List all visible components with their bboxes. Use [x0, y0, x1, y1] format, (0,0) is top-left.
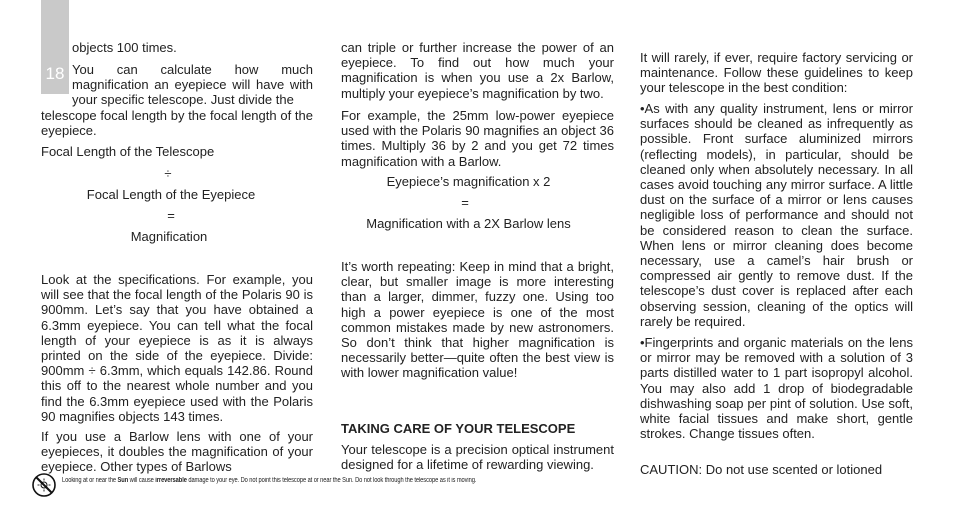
formula-focal-eyepiece: Focal Length of the Eyepiece: [86, 187, 256, 202]
col1-paragraph-4: If you use a Barlow lens with one of your eyepieces, it doubles the magnification of your eyepiece. Other types of Barlows: [41, 429, 313, 475]
warning-text-part: damage to your eye. Do not point this telescope at or near the Sun. Do not look through the telescope as it is moving.: [186, 477, 477, 484]
sun-warning-footer: [32, 473, 932, 503]
barlow-formula-equals: =: [461, 195, 469, 210]
warning-text-sun: Sun: [117, 477, 129, 484]
col2-paragraph-3: It’s worth repeating: Keep in mind that a bright, clear, but smaller image is more interesting than a larger, dimmer, fuzzy one. Using too high a power eyepiece is one of the most common mistakes made by new astronomers. So don’t think that higher magnification is necessarily better—quite often the best view is with lower magnification value!: [341, 259, 614, 381]
col1-paragraph-2b: telescope focal length by the focal length of the eyepiece.: [41, 108, 313, 139]
col2-paragraph-2: For example, the 25mm low-power eyepiece used with the Polaris 90 magnifies an object 36 times. Multiply 36 by 2 and you get 72 times magnification with a Barlow.: [341, 108, 614, 169]
formula-magnification: Magnification: [130, 229, 208, 244]
warning-text-irreversable: irreversable: [155, 477, 187, 484]
col1-paragraph-2a: You can calculate how much magnification an eyepiece will have with your specific telescope. Just divide the: [72, 62, 313, 108]
col3-paragraph-4: CAUTION: Do not use scented or lotioned: [640, 462, 883, 477]
formula-divide-sign: ÷: [164, 166, 172, 181]
col3-paragraph-3: •Fingerprints and organic materials on the lens or mirror may be removed with a solution of 3 parts distilled water to 1 part isopropyl alcohol. You may also add 1 drop of biodegradable dishwashing soap per pint of solution. Use soft, white facial tissues and make short, gentle strokes. Change tissues often.: [640, 335, 913, 442]
col3-paragraph-1: It will rarely, if ever, require factory servicing or maintenance. Follow these guidelines to keep your telescope in the best condition:: [640, 50, 913, 96]
col1-paragraph-1: objects 100 times.: [72, 40, 177, 55]
section-heading-taking-care: TAKING CARE OF YOUR TELESCOPE: [341, 421, 576, 436]
barlow-formula-line-1: Eyepiece’s magnification x 2: [386, 174, 551, 189]
warning-text-part: Looking at or near the: [62, 477, 118, 484]
no-sun-viewing-icon: [32, 473, 56, 497]
formula-focal-telescope: Focal Length of the Telescope: [41, 144, 215, 159]
col1-paragraph-3: Look at the specifications. For example, you will see that the focal length of the Polaris 90 is 900mm. Let’s say that you have obtained a 6.3mm eyepiece. You can tell what the focal length of your eyepiece is as it is always printed on the side of the eyepiece. Divide: 900mm ÷ 6.3mm, which equals 142.86. Round this off to the nearest whole number and you find the 6.3mm eyepiece used with the Polaris 90 magnifies objects 143 times.: [41, 272, 313, 424]
formula-equals-sign: =: [167, 208, 175, 223]
col3-paragraph-2: •As with any quality instrument, lens or mirror surfaces should be cleaned as infrequently as possible. Front surface aluminized mirrors (reflecting models), in particular, should be cleaned only when absolutely necessary. In all cases avoid touching any mirror surface. A little dust on the surface of a mirror or lens causes negligible loss of performance and should not be considered reason to clean the surface. When lens or mirror cleaning does become necessary, use a camel’s hair brush or compressed air gently to remove dust. If the telescope’s dust cover is replaced after each observing session, cleaning of the optics will rarely be required.: [640, 101, 913, 329]
page-number: 18: [45, 64, 65, 83]
col2-paragraph-4: Your telescope is a precision optical instrument designed for a lifetime of rewarding viewing.: [341, 442, 614, 473]
col2-paragraph-1: can triple or further increase the power of an eyepiece. To find out how much your magnification is when you use a 2x Barlow, multiply your eyepiece’s magnification by two.: [341, 40, 614, 101]
warning-text-part: will cause: [128, 477, 156, 484]
page-number-tab: [41, 0, 69, 94]
barlow-formula-result: Magnification with a 2X Barlow lens: [366, 216, 571, 231]
sun-warning-text: [62, 477, 476, 484]
